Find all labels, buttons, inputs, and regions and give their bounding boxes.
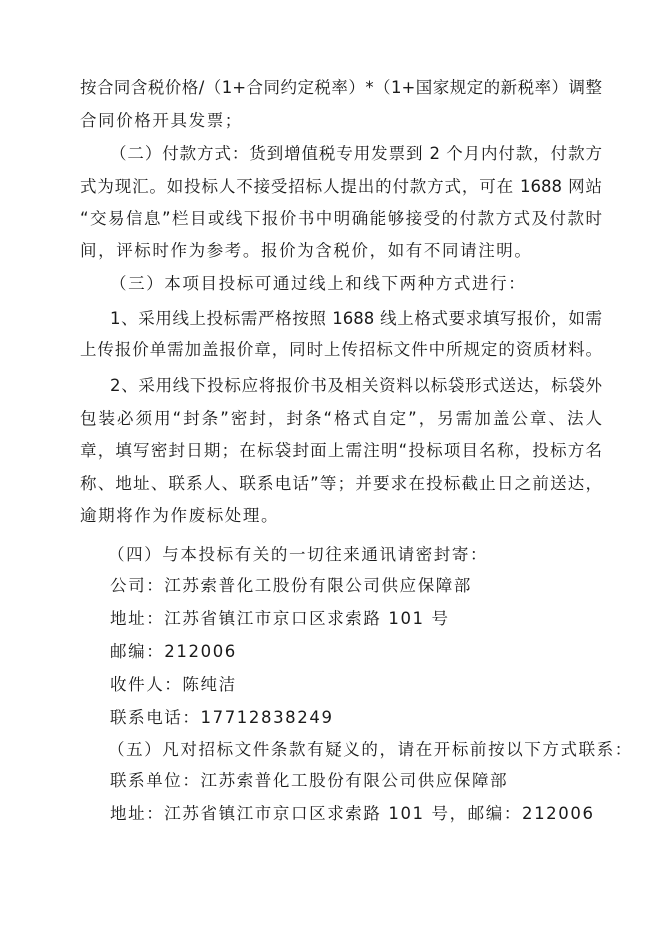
text-line: 2、采用线下投标应将报价书及相关资料以标袋形式送达，标袋外 (110, 376, 602, 395)
text-line: 式为现汇。如投标人不接受招标人提出的付款方式，可在 1688 网站 (80, 177, 602, 196)
text-line: 地址：江苏省镇江市京口区求索路 101 号，邮编：212006 (110, 804, 595, 823)
text-line: 联系单位：江苏索普化工股份有限公司供应保障部 (110, 771, 509, 790)
text-line: 1、采用线上投标需严格按照 1688 线上格式要求填写报价，如需 (110, 309, 602, 328)
text-line: 包装必须用“封条”密封，封条“格式自定”，另需加盖公章、法人 (80, 409, 602, 428)
text-line: 称、地址、联系人、联系电话”等；并要求在投标截止日之前送达， (80, 474, 602, 493)
text-line: （五）凡对招标文件条款有疑义的，请在开标前按以下方式联系： (108, 740, 633, 759)
text-line: 间，评标时作为参考。报价为含税价，如有不同请注明。 (80, 241, 533, 260)
text-line: 联系电话：17712838249 (110, 708, 334, 727)
text-line: “交易信息”栏目或线下报价书中明确能够接受的付款方式及付款时 (80, 209, 602, 228)
text-line: 章，填写密封日期；在标袋封面上需注明“投标项目名称，投标方名 (80, 441, 602, 460)
text-line: 地址：江苏省镇江市京口区求索路 101 号 (110, 609, 450, 628)
text-line: 逾期将作为作废标处理。 (80, 506, 280, 525)
text-line: （三）本项目投标可通过线上和线下两种方式进行： (110, 274, 527, 293)
text-line: 上传报价单需加盖报价章，同时上传招标文件中所规定的资质材料。 (80, 340, 602, 359)
text-line: （二）付款方式：货到增值税专用发票到 2 个月内付款，付款方 (110, 144, 602, 163)
text-line: 合同价格开具发票； (80, 111, 243, 130)
text-line: 收件人：陈纯洁 (110, 675, 237, 694)
text-line: （四）与本投标有关的一切往来通讯请密封寄： (108, 545, 489, 564)
text-line: 邮编：212006 (110, 642, 237, 661)
text-line: 公司：江苏索普化工股份有限公司供应保障部 (110, 576, 472, 595)
text-line: 按合同含税价格/（1+合同约定税率）*（1+国家规定的新税率）调整 (80, 78, 602, 97)
